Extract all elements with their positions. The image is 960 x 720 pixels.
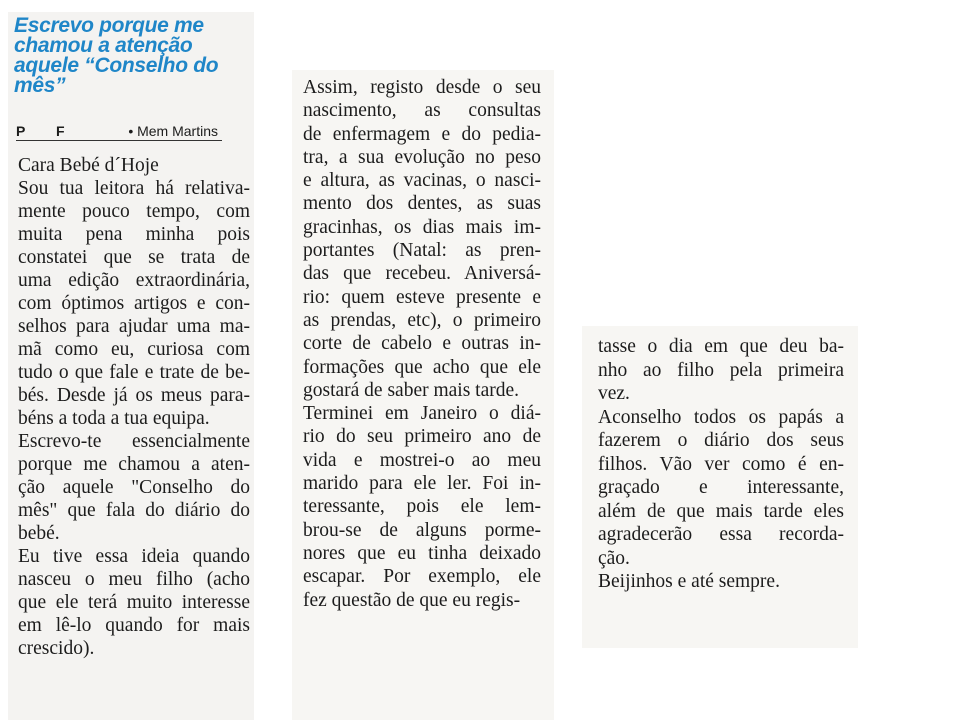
text-line: nho ao filho pela primeira (598, 359, 844, 381)
text-line: ção aquele "Conselho do (18, 477, 250, 498)
text-line: mês" que fala do diário do (18, 500, 250, 521)
text-line: teressante, pois ele lem- (303, 496, 541, 518)
letter-column-3 (598, 335, 844, 594)
text-line: nascimento, as consultas (303, 100, 541, 122)
text-line: nasceu o meu filho (acho (18, 569, 250, 590)
text-line: ção. (598, 547, 630, 569)
text-line: gostará de saber mais tarde. (303, 379, 520, 401)
text-line: Assim, registo desde o seu (303, 77, 541, 98)
text-line: gracinhas, os dias mais im- (303, 216, 541, 238)
text-line: rio do seu primeiro ano de (303, 426, 541, 448)
text-line: vida e mostrei-o ao meu (303, 449, 541, 471)
text-line: Sou tua leitora há relativa- (18, 178, 250, 199)
text-line: marido para ele ler. Foi in- (303, 473, 541, 495)
text-line: formações que acho que ele (303, 356, 541, 378)
text-line: portantes (Natal: as pren- (303, 240, 541, 262)
text-line: as prendas, etc), o primeiro (303, 309, 541, 331)
letter-column-2 (303, 76, 541, 612)
text-line: bebé. (18, 523, 60, 544)
text-line: fazerem o diário dos seus (598, 430, 844, 451)
text-line: Beijinhos e até sempre. (598, 571, 780, 592)
text-line: Aconselho todos os papás a (598, 406, 844, 428)
text-line: com óptimos artigos e con- (18, 293, 250, 314)
headline-line: Escrevo porque me (14, 14, 204, 37)
text-line: mento dos dentes, as suas (303, 193, 541, 215)
text-line: uma edição extraordinária, (18, 270, 250, 291)
text-line: fez questão de que eu regis- (303, 589, 521, 611)
author-location: • Mem Martins (128, 123, 218, 139)
author-byline (16, 123, 222, 141)
text-line: brou-se de alguns porme- (303, 519, 541, 541)
headline-line: aquele “Conselho do (14, 54, 219, 77)
text-line: constatei que se trata de (18, 247, 250, 268)
text-line: tasse o dia em que deu ba- (598, 336, 844, 357)
text-line: que ele terá muito interesse (18, 592, 250, 613)
letter-headline (14, 16, 250, 96)
text-line: tudo o que fale e trate de be- (18, 362, 250, 383)
text-line: tra, a sua evolução no peso (303, 146, 541, 168)
text-line: além de que mais tarde eles (598, 500, 844, 522)
text-line: selhos para ajudar uma ma- (18, 316, 250, 337)
headline-line: mês” (14, 74, 66, 97)
text-line: bés. Desde já os meus para- (18, 385, 250, 406)
text-line: muita pena minha pois (18, 224, 250, 245)
text-line: vez. (598, 383, 630, 404)
text-line: mã como eu, curiosa com (18, 339, 250, 360)
text-line: crescido). (18, 638, 95, 659)
text-line: Cara Bebé d´Hoje (18, 155, 159, 176)
text-line: filhos. Vão ver como é en- (598, 453, 844, 475)
text-line: Eu tive essa ideia quando (18, 546, 250, 567)
text-line: rio: quem esteve presente e (303, 286, 541, 308)
text-line: Escrevo-te essencialmente (18, 431, 250, 452)
author-initial-last: F (56, 123, 65, 139)
text-line: Terminei em Janeiro o diá- (303, 403, 541, 425)
letter-column-1 (18, 154, 250, 660)
author-initial-first: P (16, 123, 26, 139)
text-line: béns a toda a tua equipa. (18, 408, 210, 429)
headline-line: chamou a atenção (14, 34, 193, 57)
text-line: de enfermagem e do pedia- (303, 123, 541, 145)
text-line: corte de cabelo e outras in- (303, 333, 541, 355)
text-line: e altura, as vacinas, o nasci- (303, 170, 541, 192)
text-line: nores que eu tinha deixado (303, 542, 541, 564)
text-line: porque me chamou a aten- (18, 454, 250, 475)
text-line: em lê-lo quando for mais (18, 615, 250, 636)
text-line: graçado e interessante, (598, 477, 844, 498)
text-line: mente pouco tempo, com (18, 201, 250, 222)
text-line: das que recebeu. Aniversá- (303, 263, 541, 285)
text-line: escapar. Por exemplo, ele (303, 566, 541, 588)
text-line: agradecerão essa recorda- (598, 524, 844, 545)
